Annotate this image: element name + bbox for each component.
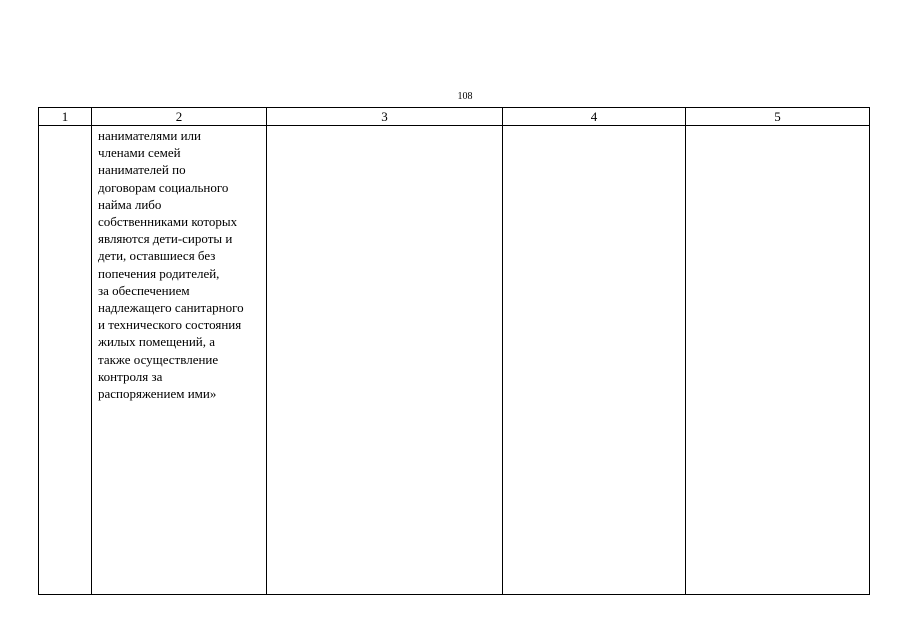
column-header-4: 4 — [503, 108, 686, 126]
cell-text — [503, 126, 685, 127]
table-cell-col-5 — [686, 126, 870, 595]
document-table — [38, 107, 870, 595]
table-header-row — [39, 108, 870, 126]
column-header-3: 3 — [267, 108, 503, 126]
column-header-1: 1 — [39, 108, 92, 126]
page-number: 108 — [457, 91, 473, 102]
cell-text — [267, 126, 502, 127]
table-cell-col-3 — [267, 126, 503, 595]
column-header-2: 2 — [92, 108, 267, 126]
table-cell-col-1 — [39, 126, 92, 595]
cell-text: нанимателями или членами семей нанимателей по договорам социального найма либо собственниками которых являются дети-сироты и дети, оставшиеся без попечения родителей, за обеспечением надлежащего санитарного и технического состояния жилых помещений, а также осуществление контроля за распоряжением ими» — [98, 128, 244, 402]
table-cell-col-2 — [92, 126, 267, 595]
column-header-5: 5 — [686, 108, 870, 126]
table-cell-col-4 — [503, 126, 686, 595]
cell-text — [39, 126, 91, 127]
table-row — [39, 126, 870, 595]
cell-text — [686, 126, 869, 127]
